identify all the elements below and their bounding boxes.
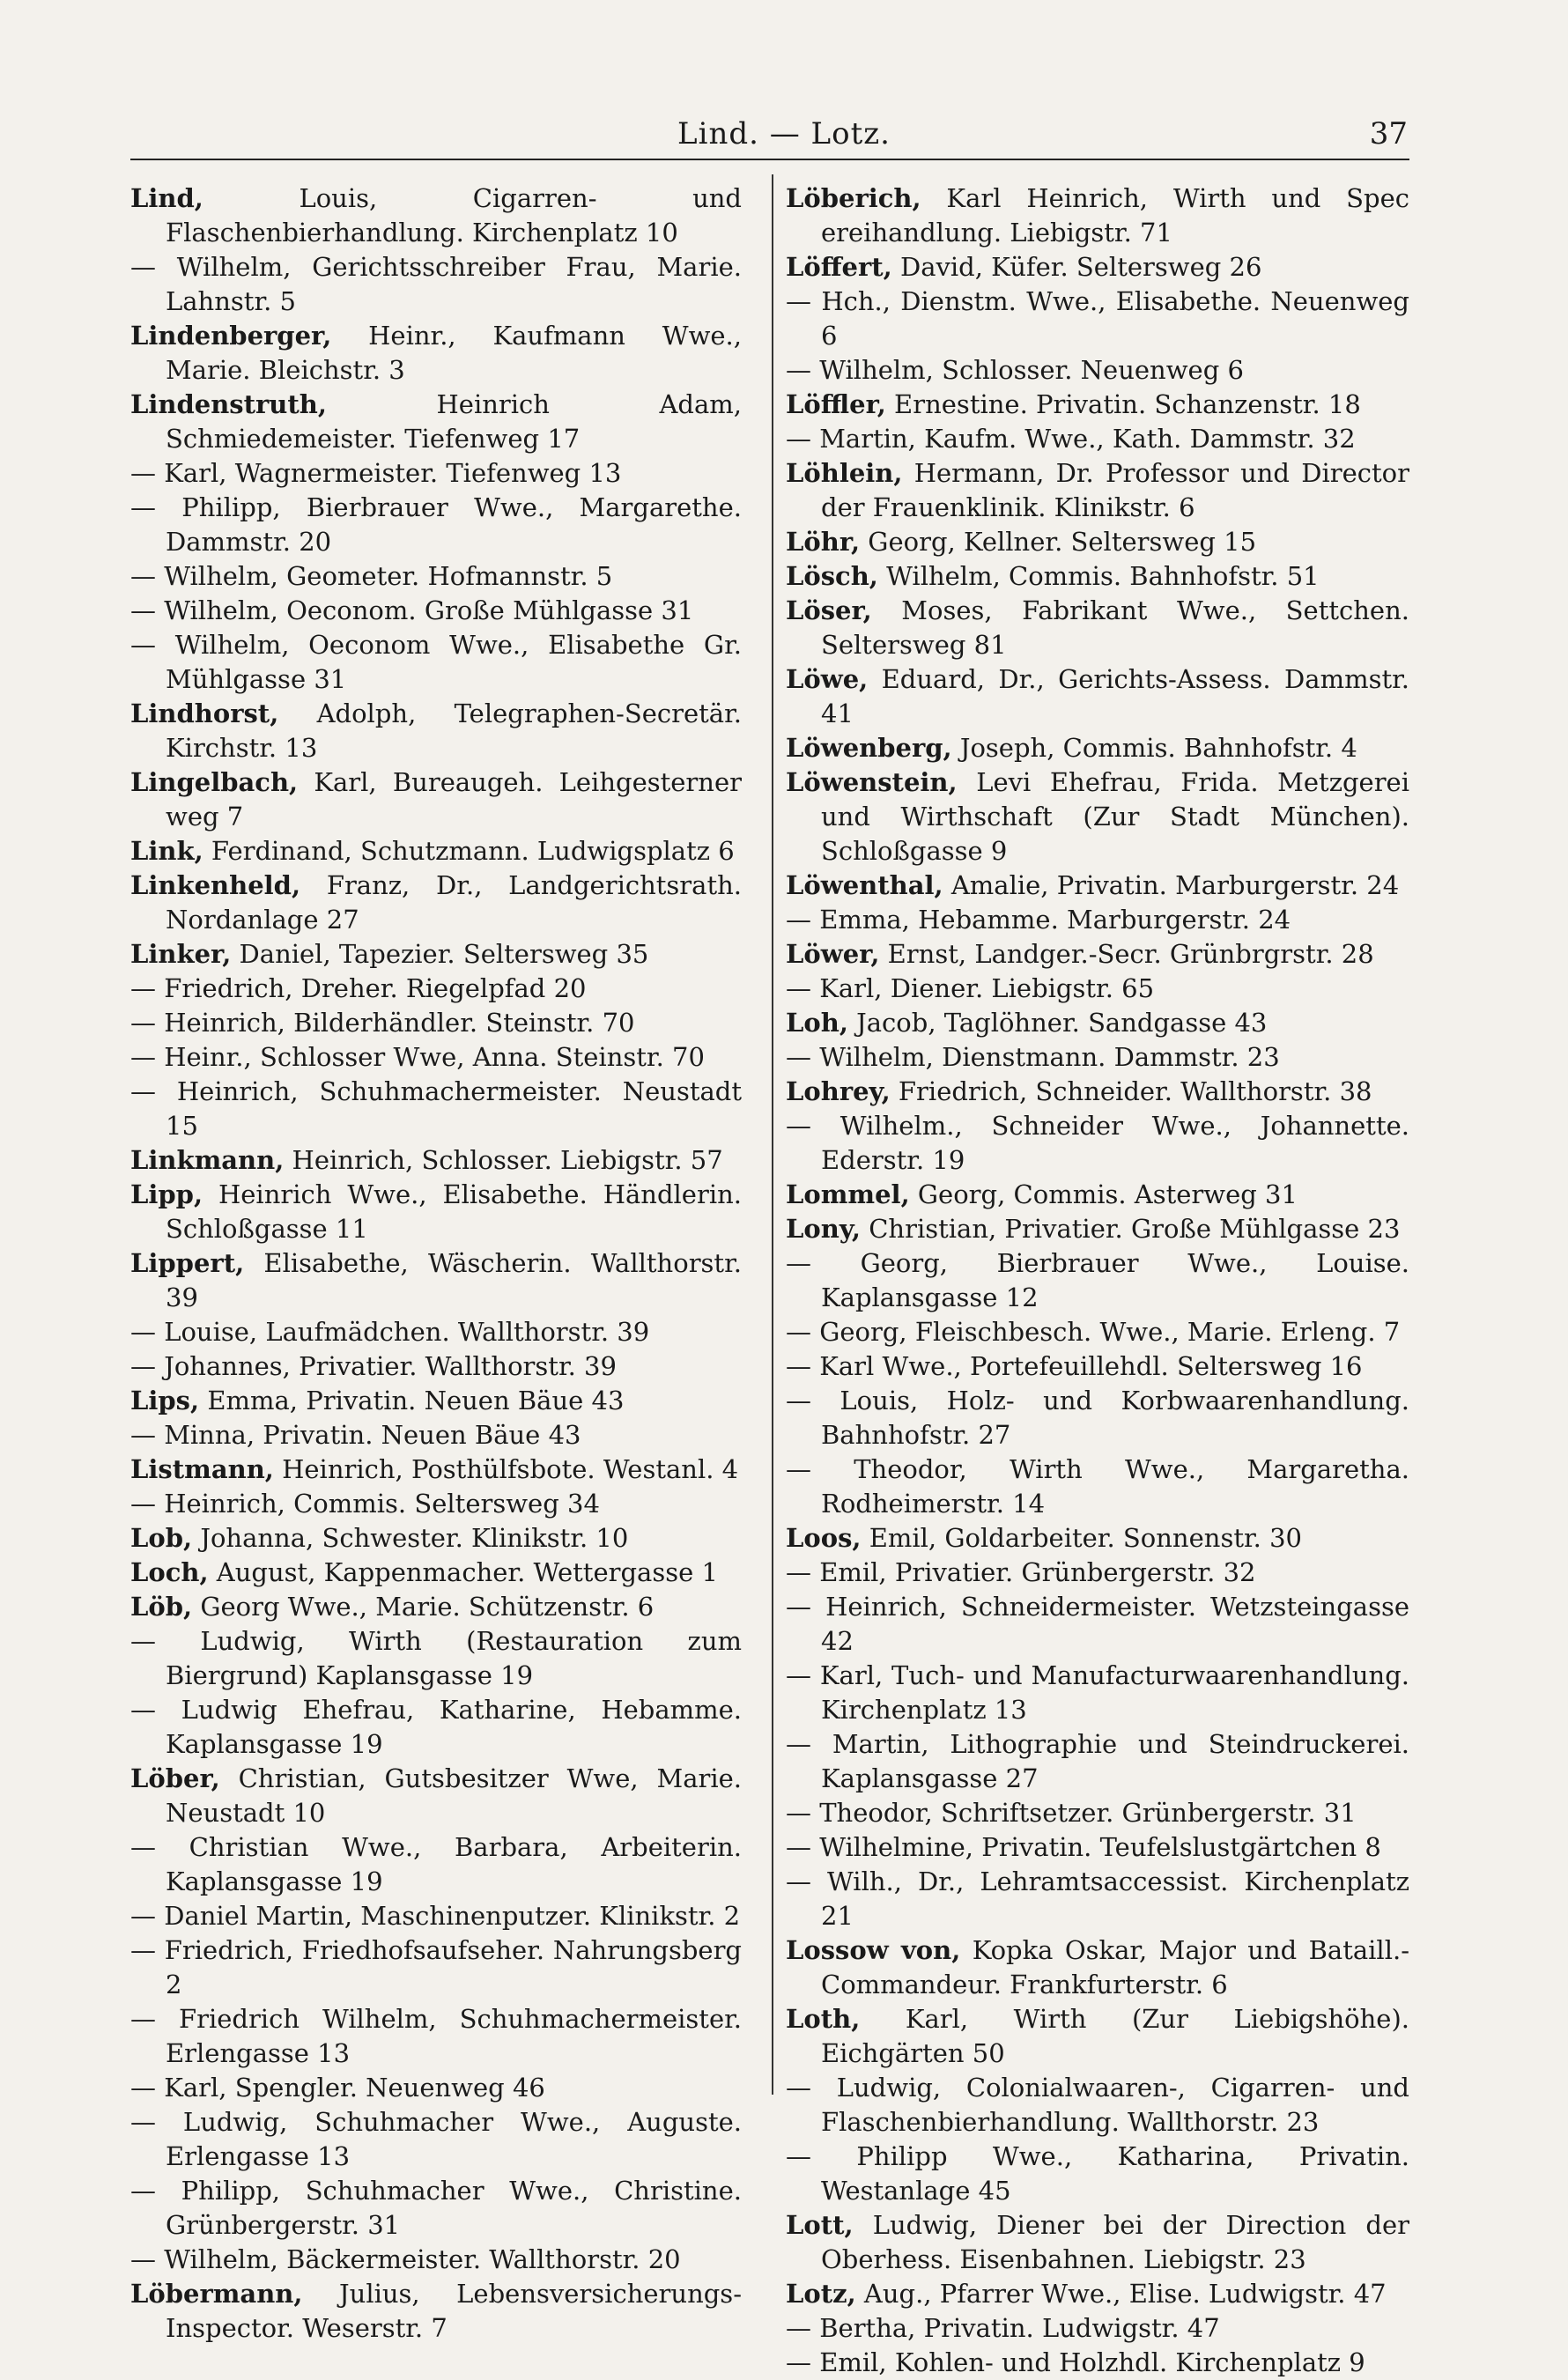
entry-surname: Lips, bbox=[130, 1386, 200, 1415]
entry-details: Daniel, Tapezier. Seltersweg 35 bbox=[231, 939, 649, 969]
right-column bbox=[786, 181, 1409, 2380]
entry-details: Christian, Privatier. Große Mühlgasse 23 bbox=[861, 1214, 1401, 1244]
entry-details: Emma, Privatin. Neuen Bäue 43 bbox=[199, 1386, 625, 1415]
directory-entry bbox=[786, 456, 1409, 525]
entry-details: — Karl, Wagnermeister. Tiefenweg 13 bbox=[130, 458, 622, 488]
directory-entry bbox=[786, 1315, 1409, 1349]
entry-details: — Emil, Kohlen- und Holzhdl. Kirchenplatz 9 bbox=[786, 2347, 1365, 2377]
directory-entry bbox=[130, 697, 742, 765]
directory-entry bbox=[130, 2071, 742, 2105]
entry-details: — Wilhelmine, Privatin. Teufelslustgärtchen 8 bbox=[786, 1832, 1381, 1862]
directory-entry bbox=[786, 1521, 1409, 1556]
entry-details: — Wilhelm, Gerichtsschreiber Frau, Marie. Lahnstr. 5 bbox=[130, 252, 742, 316]
directory-entry bbox=[786, 2140, 1409, 2208]
entry-surname: Loth, bbox=[786, 2004, 861, 2034]
entry-surname: Löhlein, bbox=[786, 458, 903, 488]
entry-details: August, Kappenmacher. Wettergasse 1 bbox=[208, 1557, 718, 1587]
entry-details: — Johannes, Privatier. Wallthorstr. 39 bbox=[130, 1351, 617, 1381]
directory-entry bbox=[786, 868, 1409, 903]
entry-details: Aug., Pfarrer Wwe., Elise. Ludwigstr. 47 bbox=[855, 2279, 1387, 2309]
entry-details: — Heinrich, Bilderhändler. Steinstr. 70 bbox=[130, 1008, 635, 1038]
entry-details: Julius, Lebensversicherungs-Inspector. Weserstr. 7 bbox=[166, 2279, 742, 2343]
directory-entry bbox=[786, 250, 1409, 285]
directory-entry bbox=[786, 1178, 1409, 1212]
entry-surname: Löbermann, bbox=[130, 2279, 303, 2309]
directory-entry bbox=[786, 2071, 1409, 2140]
entry-details: — Friedrich, Friedhofsaufseher. Nahrungsberg 2 bbox=[130, 1935, 742, 1999]
entry-surname: Lott, bbox=[786, 2210, 854, 2240]
directory-entry bbox=[130, 2002, 742, 2071]
directory-entry bbox=[130, 1452, 742, 1487]
directory-entry bbox=[130, 2243, 742, 2277]
entry-surname: Löwenthal, bbox=[786, 870, 943, 900]
entry-surname: Loh, bbox=[786, 1008, 848, 1038]
entry-details: — Wilhelm, Oeconom. Große Mühlgasse 31 bbox=[130, 595, 694, 625]
running-header: Lind. — Lotz. bbox=[677, 116, 891, 152]
entry-surname: Link, bbox=[130, 836, 203, 866]
directory-entry bbox=[130, 594, 742, 628]
directory-entry bbox=[130, 388, 742, 456]
entry-surname: Löser, bbox=[786, 595, 872, 625]
entry-details: Jacob, Taglöhner. Sandgasse 43 bbox=[847, 1008, 1268, 1038]
entry-details: — Bertha, Privatin. Ludwigstr. 47 bbox=[786, 2313, 1220, 2343]
directory-entry bbox=[786, 1933, 1409, 2002]
directory-entry bbox=[130, 1418, 742, 1452]
entry-details: Levi Ehefrau, Frida. Metzgerei und Wirthschaft (Zur Stadt München). Schloßgasse 9 bbox=[821, 767, 1409, 866]
entry-details: — Martin, Lithographie und Steindruckerei. Kaplansgasse 27 bbox=[786, 1729, 1409, 1793]
entry-details: Adolph, Telegraphen-Secretär. Kirchstr. 13 bbox=[166, 698, 742, 763]
entry-surname: Löffert, bbox=[786, 252, 892, 282]
entry-details: — Karl, Tuch- und Manufacturwaarenhandlung. Kirchenplatz 13 bbox=[786, 1660, 1409, 1725]
directory-entry bbox=[130, 456, 742, 491]
entry-details: Elisabethe, Wäscherin. Wallthorstr. 39 bbox=[166, 1248, 742, 1312]
directory-entry bbox=[786, 2277, 1409, 2311]
entry-details: — Wilhelm, Bäckermeister. Wallthorstr. 20 bbox=[130, 2244, 681, 2274]
entry-surname: Lindhorst, bbox=[130, 698, 279, 728]
entry-details: Heinr., Kaufmann Wwe., Marie. Bleichstr. 3 bbox=[166, 321, 742, 385]
directory-entry bbox=[786, 181, 1409, 250]
entry-surname: Löwer, bbox=[786, 939, 880, 969]
entry-surname: Lösch, bbox=[786, 561, 878, 591]
entry-surname: Löhr, bbox=[786, 527, 861, 557]
entry-details: Kopka Oskar, Major und Bataill.-Commandeur. Frankfurterstr. 6 bbox=[821, 1935, 1409, 1999]
directory-entry bbox=[130, 1933, 742, 2002]
entry-details: Karl, Bureaugeh. Leihgesterner weg 7 bbox=[166, 767, 742, 832]
entry-details: — Ludwig Ehefrau, Katharine, Hebamme. Kaplansgasse 19 bbox=[130, 1695, 742, 1759]
entry-details: — Georg, Bierbrauer Wwe., Louise. Kaplansgasse 12 bbox=[786, 1248, 1409, 1312]
entry-details: Karl, Wirth (Zur Liebigshöhe). Eichgärten 50 bbox=[821, 2004, 1409, 2068]
directory-entry bbox=[130, 1040, 742, 1075]
entry-details: — Louis, Holz- und Korbwaarenhandlung. Bahnhofstr. 27 bbox=[786, 1386, 1409, 1450]
entry-details: — Friedrich Wilhelm, Schuhmachermeister. Erlengasse 13 bbox=[130, 2004, 742, 2068]
entry-details: — Karl Wwe., Portefeuillehdl. Seltersweg 16 bbox=[786, 1351, 1363, 1381]
directory-entry bbox=[130, 1349, 742, 1384]
entry-surname: Löffler, bbox=[786, 389, 886, 419]
entry-details: — Philipp, Schuhmacher Wwe., Christine. Grünbergerstr. 31 bbox=[130, 2176, 742, 2240]
directory-entry bbox=[130, 1075, 742, 1143]
entry-details: Wilhelm, Commis. Bahnhofstr. 51 bbox=[877, 561, 1320, 591]
entry-details: — Philipp, Bierbrauer Wwe., Margarethe. Dammstr. 20 bbox=[130, 492, 742, 557]
entry-details: — Ludwig, Colonialwaaren-, Cigarren- und Flaschenbierhandlung. Wallthorstr. 23 bbox=[786, 2073, 1409, 2137]
entry-surname: Listmann, bbox=[130, 1454, 274, 1484]
directory-entry bbox=[130, 1556, 742, 1590]
entry-details: — Christian Wwe., Barbara, Arbeiterin. Kaplansgasse 19 bbox=[130, 1832, 742, 1896]
directory-entry bbox=[130, 1899, 742, 1933]
directory-entry bbox=[130, 1624, 742, 1693]
directory-entry bbox=[130, 1143, 742, 1178]
entry-details: Christian, Gutsbesitzer Wwe, Marie. Neustadt 10 bbox=[166, 1763, 742, 1828]
directory-entry bbox=[786, 422, 1409, 456]
entry-surname: Lob, bbox=[130, 1523, 193, 1553]
entry-surname: Lippert, bbox=[130, 1248, 245, 1278]
entry-surname: Löwenberg, bbox=[786, 733, 952, 763]
entry-details: — Karl, Spengler. Neuenweg 46 bbox=[130, 2073, 545, 2103]
page-number: 37 bbox=[1369, 116, 1408, 152]
directory-entry bbox=[786, 1865, 1409, 1933]
directory-entry bbox=[130, 1487, 742, 1521]
directory-entry bbox=[786, 1212, 1409, 1246]
entry-details: — Daniel Martin, Maschinenputzer. Klinikstr. 2 bbox=[130, 1901, 741, 1931]
directory-entry bbox=[786, 765, 1409, 868]
entry-details: — Hch., Dienstm. Wwe., Elisabethe. Neuenweg 6 bbox=[786, 286, 1409, 351]
directory-entry bbox=[130, 2105, 742, 2174]
entry-details: — Wilhelm, Oeconom Wwe., Elisabethe Gr. Mühlgasse 31 bbox=[130, 630, 742, 694]
directory-entry bbox=[786, 1075, 1409, 1109]
entry-details: — Ludwig, Wirth (Restauration zum Biergrund) Kaplansgasse 19 bbox=[130, 1626, 742, 1690]
entry-surname: Lindenstruth, bbox=[130, 389, 327, 419]
directory-entry bbox=[786, 1384, 1409, 1452]
directory-entry bbox=[130, 319, 742, 388]
entry-details: — Heinrich, Commis. Seltersweg 34 bbox=[130, 1489, 600, 1519]
entry-details: — Friedrich, Dreher. Riegelpfad 20 bbox=[130, 973, 587, 1003]
entry-details: — Theodor, Schriftsetzer. Grünbergerstr. 31 bbox=[786, 1798, 1357, 1828]
entry-details: Heinrich, Schlosser. Liebigstr. 57 bbox=[284, 1145, 723, 1175]
directory-entry bbox=[130, 628, 742, 697]
directory-entry bbox=[130, 972, 742, 1006]
directory-entry bbox=[786, 2346, 1409, 2380]
directory-entry bbox=[786, 1556, 1409, 1590]
column-divider bbox=[772, 174, 773, 2095]
entry-details: — Ludwig, Schuhmacher Wwe., Auguste. Erlengasse 13 bbox=[130, 2107, 742, 2171]
directory-entry bbox=[786, 353, 1409, 388]
directory-entry bbox=[130, 559, 742, 594]
entry-details: — Wilhelm, Schlosser. Neuenweg 6 bbox=[786, 355, 1244, 385]
directory-entry bbox=[786, 525, 1409, 559]
entry-details: — Emil, Privatier. Grünbergerstr. 32 bbox=[786, 1557, 1256, 1587]
entry-details: Franz, Dr., Landgerichtsrath. Nordanlage 27 bbox=[166, 870, 742, 935]
entry-details: — Philipp Wwe., Katharina, Privatin. Westanlage 45 bbox=[786, 2141, 1409, 2206]
entry-details: Heinrich Adam, Schmiedemeister. Tiefenweg 17 bbox=[166, 389, 742, 454]
entry-surname: Lossow von, bbox=[786, 1935, 961, 1965]
entry-details: Heinrich Wwe., Elisabethe. Händlerin. Schloßgasse 11 bbox=[166, 1179, 742, 1244]
entry-details: — Wilhelm., Schneider Wwe., Johannette. Ederstr. 19 bbox=[786, 1111, 1409, 1175]
directory-entry bbox=[130, 2174, 742, 2243]
directory-entry bbox=[786, 1349, 1409, 1384]
entry-details: Georg Wwe., Marie. Schützenstr. 6 bbox=[192, 1592, 655, 1622]
entry-details: — Minna, Privatin. Neuen Bäue 43 bbox=[130, 1420, 581, 1450]
entry-details: Karl Heinrich, Wirth und Spec ereihandlung. Liebigstr. 71 bbox=[821, 183, 1409, 248]
entry-details: — Wilh., Dr., Lehramtsaccessist. Kirchenplatz 21 bbox=[786, 1866, 1409, 1931]
entry-surname: Loch, bbox=[130, 1557, 209, 1587]
directory-entry bbox=[786, 1246, 1409, 1315]
directory-entry bbox=[130, 1693, 742, 1762]
entry-details: Emil, Goldarbeiter. Sonnenstr. 30 bbox=[861, 1523, 1302, 1553]
directory-entry bbox=[130, 2277, 742, 2346]
entry-surname: Löb, bbox=[130, 1592, 193, 1622]
directory-entry bbox=[130, 1830, 742, 1899]
directory-entry bbox=[786, 2311, 1409, 2346]
directory-entry bbox=[130, 1178, 742, 1246]
directory-entry bbox=[786, 1040, 1409, 1075]
entry-details: David, Küfer. Seltersweg 26 bbox=[891, 252, 1262, 282]
directory-entry bbox=[130, 1315, 742, 1349]
entry-details: — Theodor, Wirth Wwe., Margaretha. Rodheimerstr. 14 bbox=[786, 1454, 1409, 1519]
entry-surname: Lohrey, bbox=[786, 1076, 891, 1106]
directory-entry bbox=[786, 2002, 1409, 2071]
directory-entry bbox=[786, 1590, 1409, 1659]
entry-details: Joseph, Commis. Bahnhofstr. 4 bbox=[951, 733, 1357, 763]
entry-details: — Georg, Fleischbesch. Wwe., Marie. Erleng. 7 bbox=[786, 1317, 1401, 1347]
entry-surname: Lind, bbox=[130, 183, 203, 213]
directory-entry bbox=[786, 937, 1409, 972]
directory-entry bbox=[786, 285, 1409, 353]
entry-details: Georg, Commis. Asterweg 31 bbox=[909, 1179, 1298, 1209]
entry-details: Friedrich, Schneider. Wallthorstr. 38 bbox=[890, 1076, 1372, 1106]
entry-details: Ernst, Landger.-Secr. Grünbrgrstr. 28 bbox=[879, 939, 1374, 969]
entry-surname: Linkmann, bbox=[130, 1145, 285, 1175]
entry-surname: Lipp, bbox=[130, 1179, 203, 1209]
entry-surname: Loos, bbox=[786, 1523, 862, 1553]
entry-surname: Lindenberger, bbox=[130, 321, 332, 351]
entry-surname: Löber, bbox=[130, 1763, 220, 1793]
directory-entry bbox=[130, 1521, 742, 1556]
entry-details: — Heinr., Schlosser Wwe, Anna. Steinstr. 70 bbox=[130, 1042, 705, 1072]
directory-entry bbox=[130, 1762, 742, 1830]
directory-entry bbox=[786, 903, 1409, 937]
entry-details: — Wilhelm, Geometer. Hofmannstr. 5 bbox=[130, 561, 613, 591]
directory-entry bbox=[130, 181, 742, 250]
entry-details: — Heinrich, Schuhmachermeister. Neustadt 15 bbox=[130, 1076, 742, 1141]
directory-entry bbox=[130, 1384, 742, 1418]
directory-entry bbox=[786, 559, 1409, 594]
entry-details: Ludwig, Diener bei der Direction der Oberhess. Eisenbahnen. Liebigstr. 23 bbox=[821, 2210, 1409, 2274]
entry-details: — Heinrich, Schneidermeister. Wetzsteingasse 42 bbox=[786, 1592, 1409, 1656]
directory-entry bbox=[786, 972, 1409, 1006]
directory-entry bbox=[786, 1452, 1409, 1521]
entry-details: — Karl, Diener. Liebigstr. 65 bbox=[786, 973, 1155, 1003]
directory-entry bbox=[786, 388, 1409, 422]
header-rule bbox=[130, 159, 1409, 160]
entry-surname: Löwe, bbox=[786, 664, 869, 694]
entry-surname: Lingelbach, bbox=[130, 767, 299, 797]
entry-details: Amalie, Privatin. Marburgerstr. 24 bbox=[943, 870, 1400, 900]
directory-entry bbox=[786, 1659, 1409, 1727]
left-column bbox=[130, 181, 742, 2346]
entry-details: Louis, Cigarren- und Flaschenbierhandlung. Kirchenplatz 10 bbox=[166, 183, 742, 248]
entry-details: — Wilhelm, Dienstmann. Dammstr. 23 bbox=[786, 1042, 1280, 1072]
entry-surname: Löberich, bbox=[786, 183, 921, 213]
directory-entry bbox=[786, 731, 1409, 765]
directory-entry bbox=[786, 1727, 1409, 1796]
entry-details: Ferdinand, Schutzmann. Ludwigsplatz 6 bbox=[203, 836, 735, 866]
entry-details: Heinrich, Posthülfsbote. Westanl. 4 bbox=[273, 1454, 739, 1484]
directory-entry bbox=[130, 491, 742, 559]
entry-surname: Lotz, bbox=[786, 2279, 856, 2309]
entry-details: Eduard, Dr., Gerichts-Assess. Dammstr. 41 bbox=[821, 664, 1409, 728]
entry-details: — Martin, Kaufm. Wwe., Kath. Dammstr. 32 bbox=[786, 424, 1356, 454]
entry-details: Georg, Kellner. Seltersweg 15 bbox=[860, 527, 1257, 557]
directory-entry bbox=[130, 250, 742, 319]
entry-details: Moses, Fabrikant Wwe., Settchen. Seltersweg 81 bbox=[821, 595, 1409, 660]
directory-entry bbox=[786, 2208, 1409, 2277]
entry-details: — Emma, Hebamme. Marburgerstr. 24 bbox=[786, 905, 1291, 935]
entry-details: — Louise, Laufmädchen. Wallthorstr. 39 bbox=[130, 1317, 650, 1347]
directory-entry bbox=[130, 834, 742, 868]
directory-entry bbox=[130, 1006, 742, 1040]
directory-entry bbox=[130, 765, 742, 834]
directory-entry bbox=[130, 1590, 742, 1624]
entry-surname: Löwenstein, bbox=[786, 767, 958, 797]
entry-surname: Linker, bbox=[130, 939, 232, 969]
directory-entry bbox=[786, 662, 1409, 731]
directory-entry bbox=[130, 937, 742, 972]
entry-details: Johanna, Schwester. Klinikstr. 10 bbox=[192, 1523, 629, 1553]
entry-surname: Linkenheld, bbox=[130, 870, 301, 900]
directory-entry bbox=[786, 1006, 1409, 1040]
directory-entry bbox=[786, 1830, 1409, 1865]
directory-entry bbox=[786, 1109, 1409, 1178]
entry-surname: Lony, bbox=[786, 1214, 861, 1244]
entry-details: Hermann, Dr. Professor und Director der Frauenklinik. Klinikstr. 6 bbox=[821, 458, 1409, 522]
directory-entry bbox=[130, 868, 742, 937]
directory-entry bbox=[786, 1796, 1409, 1830]
directory-entry bbox=[130, 1246, 742, 1315]
directory-entry bbox=[786, 594, 1409, 662]
entry-details: Ernestine. Privatin. Schanzenstr. 18 bbox=[885, 389, 1361, 419]
entry-surname: Lommel, bbox=[786, 1179, 910, 1209]
